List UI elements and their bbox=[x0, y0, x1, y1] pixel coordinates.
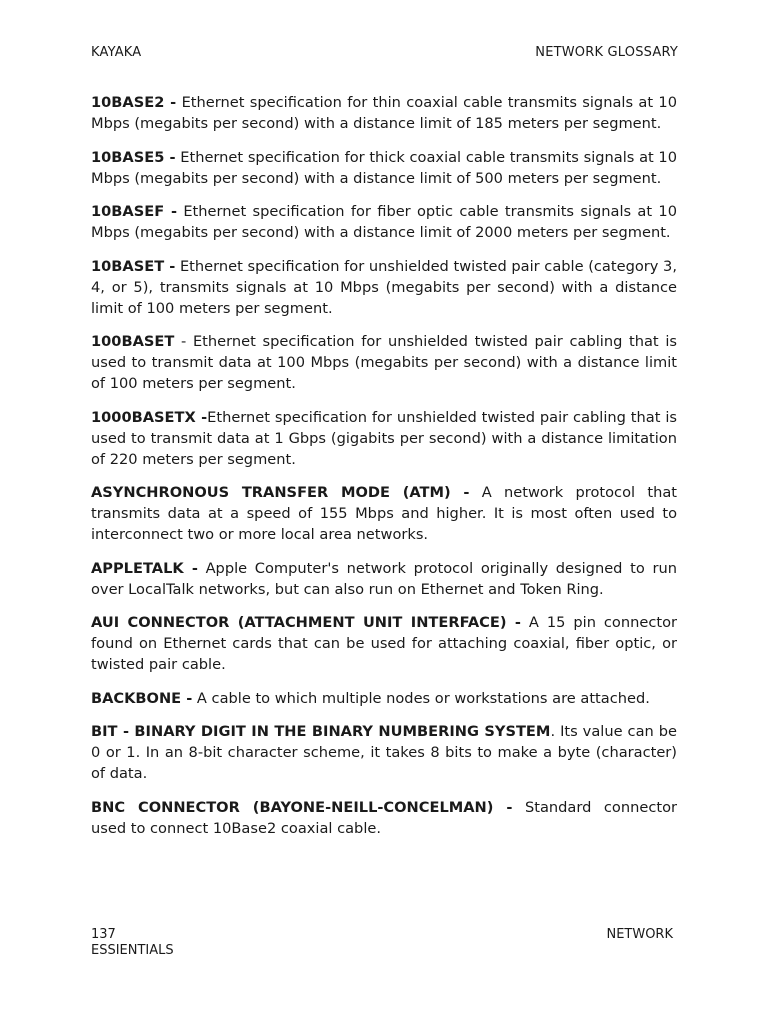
footer-subtitle: ESSIENTIALS bbox=[91, 943, 174, 958]
glossary-entry bbox=[91, 797, 677, 839]
glossary-entry bbox=[91, 92, 677, 134]
glossary-term: AUI CONNECTOR (ATTACHMENT UNIT INTERFACE) - bbox=[91, 614, 521, 631]
glossary-entry bbox=[91, 482, 677, 545]
glossary-definition: . Its value can be 0 or 1. In an 8-bit character scheme, it takes 8 bits to make a byte (character) of data. bbox=[91, 723, 677, 782]
glossary-term: 10BASE5 - bbox=[91, 148, 176, 166]
glossary-term: 100BASET bbox=[91, 333, 175, 350]
glossary-term: 10BASET - bbox=[91, 257, 176, 275]
header-author: KAYAKA bbox=[91, 45, 142, 60]
glossary-term: 10BASEF - bbox=[91, 203, 177, 220]
glossary-term: ASYNCHRONOUS TRANSFER MODE (ATM) - bbox=[91, 484, 470, 501]
glossary-entry bbox=[91, 256, 677, 319]
glossary-entry bbox=[91, 688, 677, 709]
glossary-definition: - Ethernet specification for unshielded twisted pair cabling that is used to transmit data at 100 Mbps (megabits per second) with a distance limit of 100 meters per segment. bbox=[91, 333, 677, 392]
glossary-term: BACKBONE - bbox=[91, 689, 193, 707]
glossary-definition: Ethernet specification for unshielded twisted pair cabling that is used to transmit data at 1 Gbps (gigabits per second) with a distance limitation of 220 meters per segment. bbox=[91, 408, 678, 468]
glossary-entries bbox=[91, 92, 677, 851]
glossary-term: BIT - BINARY DIGIT IN THE BINARY NUMBERING SYSTEM bbox=[91, 723, 551, 740]
footer-row bbox=[91, 927, 673, 943]
glossary-definition: Ethernet specification for thick coaxial cable transmits signals at 10 Mbps (megabits per second) with a distance limit of 500 meters per segment. bbox=[91, 148, 677, 187]
glossary-entry bbox=[91, 721, 677, 784]
glossary-entry bbox=[91, 201, 677, 243]
glossary-entry bbox=[91, 558, 677, 600]
glossary-definition: A 15 pin connector found on Ethernet cards that can be used for attaching coaxial, fiber optic, or twisted pair cable. bbox=[91, 614, 678, 673]
page-header bbox=[91, 45, 678, 60]
glossary-entry bbox=[91, 331, 677, 394]
page-footer bbox=[91, 927, 673, 959]
footer-title: NETWORK bbox=[606, 927, 673, 942]
glossary-definition: Ethernet specification for unshielded twisted pair cable (category 3, 4, or 5), transmits signals at 10 Mbps (megabits per second) with a distance limit of 100 meters per segment. bbox=[91, 257, 677, 317]
glossary-entry bbox=[91, 147, 677, 189]
glossary-term: APPLETALK - bbox=[91, 559, 198, 577]
page-number: 137 bbox=[91, 927, 116, 942]
glossary-entry bbox=[91, 612, 677, 675]
glossary-definition: A network protocol that transmits data at a speed of 155 Mbps and higher. It is most often used to interconnect two or more local area networks. bbox=[91, 484, 677, 543]
glossary-term: BNC CONNECTOR (BAYONE-NEILL-CONCELMAN) - bbox=[91, 798, 513, 816]
glossary-definition: Apple Computer's network protocol originally designed to run over LocalTalk networks, but can also run on Ethernet and Token Ring. bbox=[91, 559, 677, 598]
glossary-definition: Ethernet specification for thin coaxial cable transmits signals at 10 Mbps (megabits per second) with a distance limit of 185 meters per segment. bbox=[91, 94, 677, 132]
glossary-term: 1000BASETX - bbox=[91, 408, 208, 426]
glossary-definition: Ethernet specification for fiber optic cable transmits signals at 10 Mbps (megabits per second) with a distance limit of 2000 meters per segment. bbox=[91, 203, 677, 241]
glossary-entry bbox=[91, 407, 677, 470]
glossary-definition: A cable to which multiple nodes or workstations are attached. bbox=[192, 689, 650, 707]
header-title: NETWORK GLOSSARY bbox=[535, 45, 678, 60]
glossary-term: 10BASE2 - bbox=[91, 94, 177, 111]
glossary-definition: Standard connector used to connect 10Base2 coaxial cable. bbox=[91, 798, 677, 837]
